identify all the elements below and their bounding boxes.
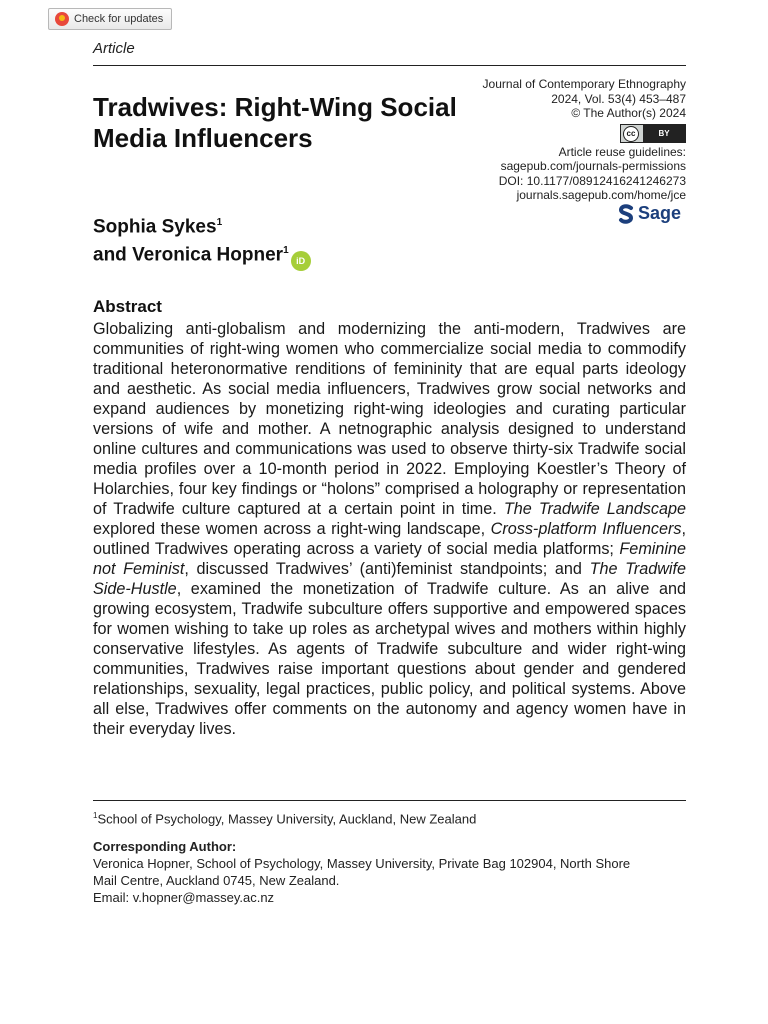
article-type-label: Article xyxy=(93,40,135,57)
check-for-updates-button[interactable] xyxy=(48,8,172,30)
reuse-label: Article reuse guidelines: xyxy=(558,145,686,159)
check-for-updates-label: Check for updates xyxy=(74,13,164,25)
author-1 xyxy=(93,211,311,239)
corresponding-address-2: Mail Centre, Auckland 0745, New Zealand. xyxy=(93,873,340,888)
journal-info xyxy=(483,77,686,121)
journal-copyright: © The Author(s) 2024 xyxy=(571,106,686,120)
cc-icon: cc xyxy=(623,126,639,142)
abstract-part: , examined the monetization of Tradwife culture. As an alive and growing ecosystem, Tradwife subculture offers supportive and empowered spaces for women wishing to take up roles as archetypal wives and mothers within highly conservative lifestyles. As agents of Tradwife subculture and wider right-wing communities, Tradwives raise important questions about gender and gendered relationships, sexuality, legal practices, public policy, and political systems. Above all else, Tradwives offer comments on the autonomy and agency women have in their everyday lives. xyxy=(93,580,686,738)
affiliation-text: School of Psychology, Massey University, Auckland, New Zealand xyxy=(97,811,477,827)
abstract-part: Globalizing anti-globalism and modernizing the anti-modern, Tradwives are communities of right-wing women who commercialize social media to commodify traditional heteronormative renditions of femininity that are equal parts ideology and aesthetic. As social media influencers, Tradwives grow social networks and expand audiences by monetizing right-wing ideologies and curating particular versions of wife and mother. A netnographic analysis designed to understand online cultures and communications was used to observe thirty-six Tradwife social media profiles over a 10-month period in 2022. Employing Koestler’s Theory of Holarchies, four key findings or “holons” comprised a holography or representation of Tradwife culture captured at a certain point in time. xyxy=(93,320,686,518)
by-icon: BY xyxy=(643,125,685,142)
abstract-part: , discussed Tradwives’ (anti)feminist standpoints; and xyxy=(184,560,590,578)
corresponding-email[interactable]: Email: v.hopner@massey.ac.nz xyxy=(93,890,275,905)
corresponding-heading: Corresponding Author: xyxy=(93,839,237,854)
author-2-affiliation-mark: 1 xyxy=(283,245,289,257)
sage-s-icon xyxy=(618,204,634,224)
author-2-connector: and xyxy=(93,244,133,266)
finding-title: Feminine not Feminist xyxy=(93,540,686,578)
reuse-link[interactable]: sagepub.com/journals-permissions xyxy=(500,159,686,174)
publisher-name: Sage xyxy=(638,203,682,223)
abstract-part: explored these women across a right-wing landscape, xyxy=(93,520,491,538)
journal-volume: 2024, Vol. 53(4) 453–487 xyxy=(551,91,686,106)
journal-name: Journal of Contemporary Ethnography xyxy=(482,77,686,91)
doi-link[interactable]: DOI: 10.1177/08912416241246273 xyxy=(498,173,686,188)
orcid-icon[interactable]: iD xyxy=(291,251,311,271)
corresponding-author xyxy=(93,838,693,906)
author-2 xyxy=(93,239,311,270)
header-divider xyxy=(93,65,686,66)
author-list xyxy=(93,211,311,271)
abstract-heading: Abstract xyxy=(93,297,162,316)
affiliation-footnote xyxy=(93,811,476,826)
abstract-part: , outlined Tradwives operating across a variety of social media platforms; xyxy=(93,520,686,558)
finding-title: Cross-platform Influencers xyxy=(490,520,682,538)
finding-title: The Tradwife Side-Hustle xyxy=(93,560,686,598)
footnote-divider xyxy=(93,800,686,801)
corresponding-address-1: Veronica Hopner, School of Psychology, Massey University, Private Bag 102904, North Shore xyxy=(93,856,631,871)
reuse-info xyxy=(499,145,686,202)
author-1-name: Sophia Sykes xyxy=(93,216,217,238)
crossmark-icon xyxy=(55,12,69,26)
finding-title: The Tradwife Landscape xyxy=(503,500,686,518)
abstract-body xyxy=(93,319,686,739)
publisher-logo xyxy=(618,203,681,224)
affiliation-mark: 1 xyxy=(93,811,98,820)
author-1-affiliation-mark: 1 xyxy=(216,217,223,228)
journal-homepage-link[interactable]: journals.sagepub.com/home/jce xyxy=(516,187,686,202)
article-title: Tradwives: Right-Wing Social Media Influencers xyxy=(93,92,457,153)
cc-by-license-icon[interactable] xyxy=(620,124,686,143)
author-2-name: Veronica Hopner xyxy=(132,244,284,266)
